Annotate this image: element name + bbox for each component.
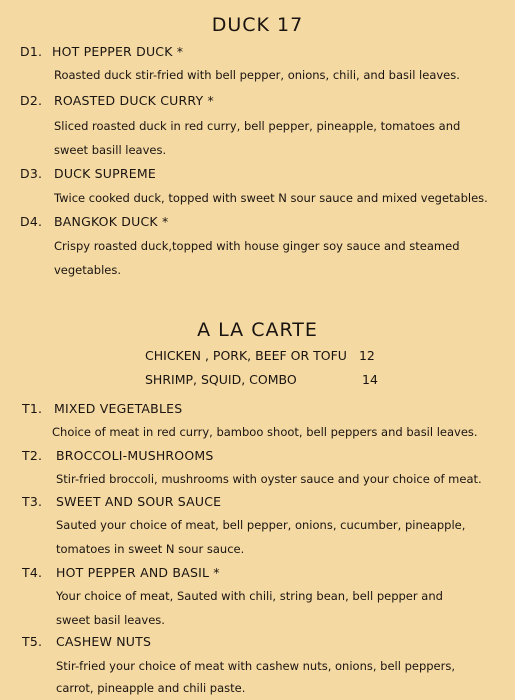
item-name: SWEET AND SOUR SAUCE	[56, 494, 222, 509]
item-code: T3.	[22, 494, 43, 509]
item-description: Sliced roasted duck in red curry, bell pepper, pineapple, tomatoes and	[54, 119, 461, 133]
item-description: tomatoes in sweet N sour sauce.	[56, 542, 245, 556]
item-name: BROCCOLI-MUSHROOMS	[56, 448, 214, 463]
price-line-seafood	[145, 372, 378, 387]
item-name: ROASTED DUCK CURRY *	[54, 93, 214, 108]
item-description: Sauted your choice of meat, bell pepper, onions, cucumber, pineapple,	[56, 518, 466, 532]
item-code: D2.	[20, 93, 43, 108]
item-code: T1.	[22, 401, 43, 416]
item-name: MIXED VEGETABLES	[54, 401, 183, 416]
section-title-duck: DUCK 17	[211, 14, 304, 36]
price-line-meat	[145, 348, 375, 363]
price-label: CHICKEN , PORK, BEEF OR TOFU	[145, 348, 347, 363]
item-description: Twice cooked duck, topped with sweet N sour sauce and mixed vegetables.	[54, 191, 488, 205]
item-code: T2.	[22, 448, 43, 463]
item-description: Stir-fried your choice of meat with cashew nuts, onions, bell peppers,	[56, 659, 456, 673]
menu-item-d2	[20, 93, 214, 108]
item-description: Stir-fried broccoli, mushrooms with oyster sauce and your choice of meat.	[56, 472, 482, 486]
menu-item-t1	[22, 401, 183, 416]
menu-item-t4	[22, 565, 220, 580]
item-description: Roasted duck stir-fried with bell pepper, onions, chili, and basil leaves.	[54, 68, 460, 82]
menu-item-d4	[20, 214, 169, 229]
price-value: 12	[358, 348, 375, 363]
item-code: D3.	[20, 166, 43, 181]
item-name: DUCK SUPREME	[54, 166, 156, 181]
price-label: SHRIMP, SQUID, COMBO	[145, 372, 297, 387]
item-code: D1.	[20, 44, 43, 59]
menu-item-d1	[20, 44, 184, 59]
item-code: D4.	[20, 214, 43, 229]
item-code: T5.	[22, 634, 43, 649]
item-description: vegetables.	[54, 263, 122, 277]
item-description: carrot, pineapple and chili paste.	[56, 681, 246, 695]
item-name: HOT PEPPER AND BASIL *	[56, 565, 220, 580]
item-description: Choice of meat in red curry, bamboo shoot, bell peppers and basil leaves.	[52, 425, 478, 439]
menu-item-t2	[22, 448, 214, 463]
item-description: sweet basill leaves.	[54, 143, 167, 157]
item-name: HOT PEPPER DUCK *	[52, 44, 184, 59]
menu-item-t5	[22, 634, 152, 649]
item-description: sweet basil leaves.	[56, 613, 165, 627]
section-title-a-la-carte: A LA CARTE	[197, 319, 318, 341]
price-value: 14	[362, 372, 378, 387]
menu-item-t3	[22, 494, 222, 509]
item-description: Your choice of meat, Sauted with chili, string bean, bell pepper and	[56, 589, 443, 603]
item-description: Crispy roasted duck,topped with house ginger soy sauce and steamed	[54, 239, 460, 253]
item-code: T4.	[22, 565, 43, 580]
menu-item-d3	[20, 166, 156, 181]
item-name: CASHEW NUTS	[56, 634, 152, 649]
item-name: BANGKOK DUCK *	[54, 214, 169, 229]
